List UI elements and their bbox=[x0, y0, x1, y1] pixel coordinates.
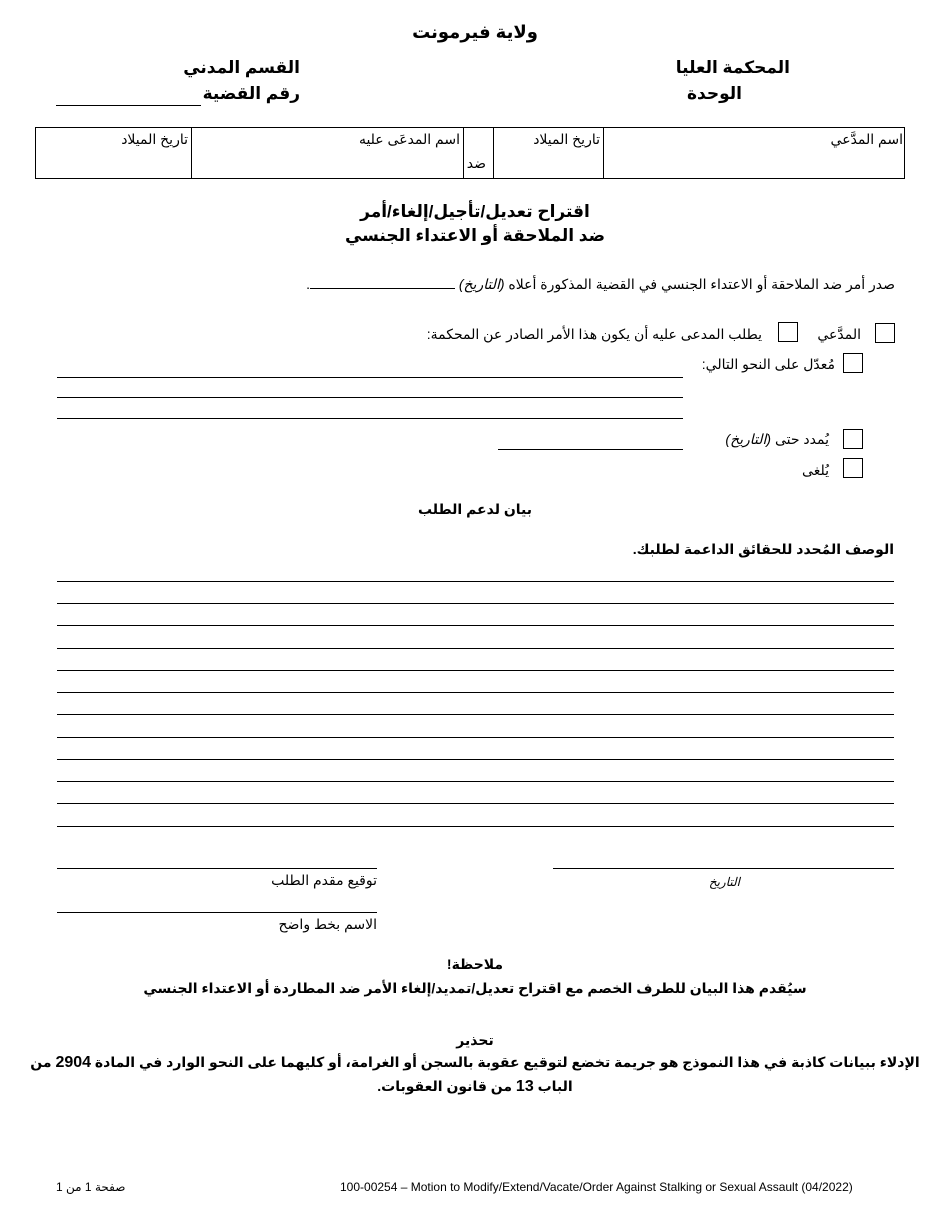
statement-line[interactable] bbox=[57, 692, 894, 693]
warning-line2-a: الباب bbox=[537, 1078, 573, 1094]
plaintiff-checkbox[interactable] bbox=[875, 323, 895, 343]
extend-option-label: يُمدد حتى bbox=[774, 431, 829, 447]
order-date-field[interactable] bbox=[310, 276, 455, 289]
page-number: صفحة 1 من 1 bbox=[56, 1180, 126, 1194]
modify-line-3[interactable] bbox=[57, 418, 683, 419]
print-name-label: الاسم بخط واضح bbox=[278, 916, 377, 932]
date-field[interactable] bbox=[553, 868, 894, 869]
warning-line2 bbox=[0, 1078, 950, 1096]
order-statement-text: صدر أمر ضد الملاحقة أو الاعتداء الجنسي في القضية المذكورة أعلاه bbox=[508, 276, 895, 292]
case-number-field[interactable] bbox=[56, 105, 201, 106]
modify-line-1[interactable] bbox=[57, 377, 683, 378]
vacate-option-label: يُلغى bbox=[802, 462, 829, 478]
note-heading: ملاحظة! bbox=[446, 956, 504, 972]
defendant-name-label: اسم المدعَى عليه bbox=[358, 131, 460, 147]
signature-label: توقيع مقدم الطلب bbox=[271, 872, 377, 888]
form-title-line2: ضد الملاحقة أو الاعتداء الجنسي bbox=[344, 226, 606, 245]
modify-checkbox[interactable] bbox=[843, 353, 863, 373]
division-label: القسم المدني bbox=[183, 58, 300, 77]
modify-option-label: مُعدّل على النحو التالي: bbox=[701, 356, 835, 372]
statement-line[interactable] bbox=[57, 648, 894, 649]
extend-option bbox=[725, 431, 829, 448]
warning-line2-b: من قانون العقوبات. bbox=[377, 1078, 513, 1094]
signature-field[interactable] bbox=[57, 868, 377, 869]
vacate-checkbox[interactable] bbox=[843, 458, 863, 478]
support-heading: بيان لدعم الطلب bbox=[417, 501, 533, 517]
print-name-field[interactable] bbox=[57, 912, 377, 913]
order-statement bbox=[306, 276, 895, 293]
state-title: ولاية فيرمونت bbox=[412, 22, 538, 42]
statement-line[interactable] bbox=[57, 737, 894, 738]
versus-label: ضد bbox=[466, 155, 486, 171]
statement-line[interactable] bbox=[57, 781, 894, 782]
statement-line[interactable] bbox=[57, 670, 894, 671]
plaintiff-option-label: المدَّعي bbox=[817, 326, 861, 342]
plaintiff-dob-label: تاريخ الميلاد bbox=[533, 131, 600, 147]
plaintiff-name-label: اسم المدَّعي bbox=[830, 131, 903, 147]
statement-line[interactable] bbox=[57, 581, 894, 582]
warning-heading: تحذير bbox=[456, 1032, 494, 1048]
defendant-checkbox[interactable] bbox=[778, 322, 798, 342]
court-name: المحكمة العليا bbox=[675, 58, 790, 77]
statement-line[interactable] bbox=[57, 826, 894, 827]
case-number-label: رقم القضية bbox=[202, 84, 300, 103]
warning-title-number: 13 bbox=[515, 1078, 534, 1095]
support-description-label: الوصف المُحدد للحقائق الداعمة لطلبك. bbox=[632, 541, 894, 557]
date-label: التاريخ bbox=[708, 875, 740, 889]
modify-line-2[interactable] bbox=[57, 397, 683, 398]
warning-article-number: 2904 bbox=[55, 1054, 92, 1071]
defendant-dob-label: تاريخ الميلاد bbox=[121, 131, 188, 147]
order-statement-end: . bbox=[306, 276, 310, 292]
note-text: سيُقدم هذا البيان للطرف الخصم مع اقتراح تعديل/تمديد/إلغاء الأمر ضد المطاردة أو الاعتداء الجنسي bbox=[143, 980, 807, 996]
form-id: 100-00254 – Motion to Modify/Extend/Vacate/Order Against Stalking or Sexual Assault (04/2022) bbox=[340, 1180, 853, 1194]
statement-line[interactable] bbox=[57, 625, 894, 626]
form-title-line1: اقتراح تعديل/تأجيل/إلغاء/أمر bbox=[360, 202, 590, 221]
statement-line[interactable] bbox=[57, 759, 894, 760]
statement-line[interactable] bbox=[57, 803, 894, 804]
statement-line[interactable] bbox=[57, 603, 894, 604]
statement-line[interactable] bbox=[57, 714, 894, 715]
warning-line1-b: من bbox=[30, 1054, 52, 1070]
warning-line1-a: الإدلاء ببيانات كاذبة في هذا النموذج هو جريمة تخضع لتوقيع عقوبة بالسجن أو الغرامة، أو كليهما على النحو الوارد في المادة bbox=[94, 1054, 920, 1070]
unit-label: الوحدة bbox=[687, 84, 742, 103]
order-date-hint: (التاريخ) bbox=[458, 276, 505, 292]
extend-date-field[interactable] bbox=[498, 449, 683, 450]
extend-date-hint: (التاريخ) bbox=[725, 431, 772, 447]
extend-checkbox[interactable] bbox=[843, 429, 863, 449]
warning-line1 bbox=[0, 1054, 950, 1072]
defendant-request-text: يطلب المدعى عليه أن يكون هذا الأمر الصادر عن المحكمة: bbox=[426, 326, 762, 342]
